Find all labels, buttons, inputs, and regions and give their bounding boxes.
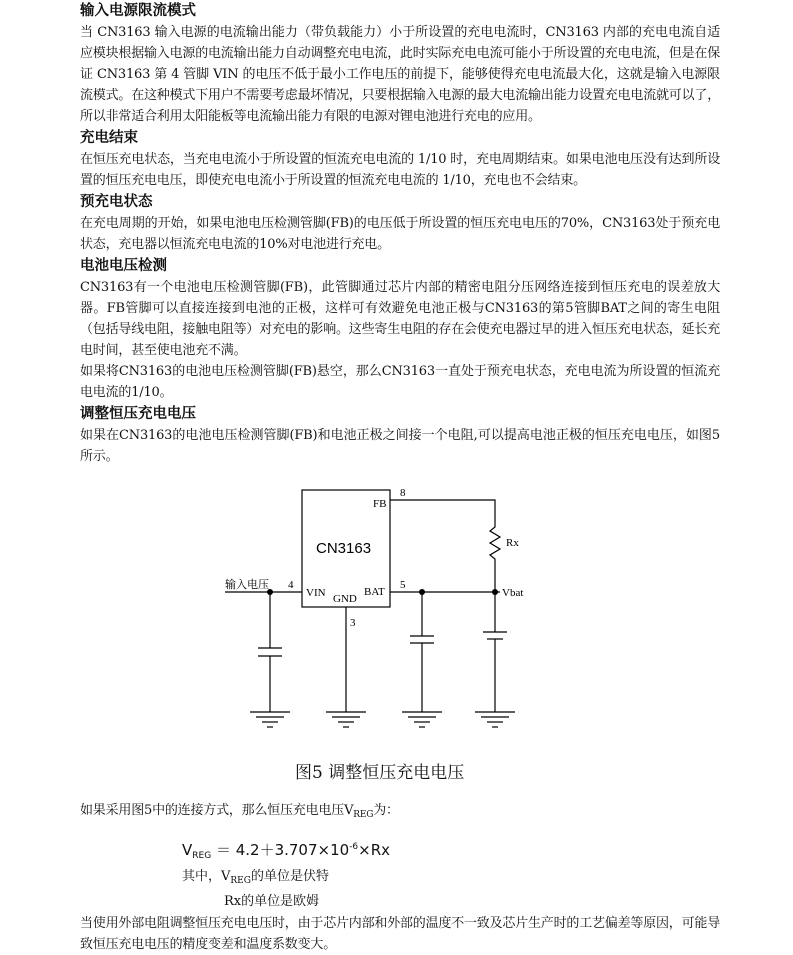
pin-vin-label: VIN (306, 587, 326, 599)
heading-battery-detect: 电池电压检测 (80, 258, 167, 274)
formula-section (80, 800, 720, 955)
heading-precharge: 预充电状态 (80, 194, 153, 210)
heading-input-limit: 输入电源限流模式 (80, 3, 196, 19)
heading-adjust-voltage: 调整恒压充电电压 (80, 406, 196, 422)
para-adjust-voltage: 如果在CN3163的电池电压检测管脚(FB)和电池正极之间接一个电阻,可以提高电池正极的恒压充电电压，如图5所示。 (80, 428, 720, 464)
pin-fb-label: FB (373, 498, 387, 510)
eq-sub: REG (192, 851, 212, 861)
formula-intro (80, 800, 720, 826)
vbat-label: Vbat (502, 587, 524, 599)
formula-intro-post: 为： (373, 803, 399, 818)
pin-gnd-number: 3 (350, 617, 356, 629)
pin-vin-number: 4 (288, 579, 294, 591)
note1-post: 的单位是伏特 (250, 869, 329, 884)
pin-fb-number: 8 (400, 487, 406, 499)
ground-symbol-3 (402, 712, 442, 727)
ground-symbol-1 (250, 712, 290, 727)
pin-bat-number: 5 (400, 579, 406, 591)
ground-symbol-4 (475, 712, 515, 727)
note1-pre: 其中，V (182, 869, 231, 884)
eq-v: V (182, 841, 193, 859)
heading-charge-end: 充电结束 (80, 130, 138, 146)
note1-sub: REG (230, 876, 251, 886)
formula-note-2: Rx的单位是欧姆 (224, 894, 320, 909)
rx-label: Rx (506, 537, 519, 549)
eq-end: ×Rx (358, 841, 391, 859)
formula-note-1 (182, 867, 720, 891)
junction-bat (419, 589, 425, 595)
para-battery-detect-1: CN3163有一个电池电压检测管脚(FB)，此管脚通过芯片内部的精密电阻分压网络连接到恒压充电的误差放大器。FB管脚可以直接连接到电池的正极，这样可有效避免电池正极与CN3163的第5管脚BAT之间的寄生电阻（包括导线电阻，接触电阻等）对充电的影响。这些寄生电阻的存在会使充电器过早的进入恒压充电状态，延长充电时间，甚至使电池充不满。 (80, 280, 721, 358)
para-precharge: 在充电周期的开始，如果电池电压检测管脚(FB)的电压低于所设置的恒压充电电压的70%，CN3163处于预充电状态，充电器以恒流充电电流的10%对电池进行充电。 (80, 216, 720, 252)
input-voltage-label: 输入电压 (225, 578, 269, 591)
chip-name: CN3163 (316, 540, 372, 557)
pin-gnd-label: GND (333, 593, 357, 605)
figure-caption: 图5 调整恒压充电电压 (295, 763, 465, 783)
para-charge-end: 在恒压充电状态，当充电电流小于所设置的恒流充电电流的 1/10 时，充电周期结束。如果电池电压没有达到所设置的恒压充电电压，即使充电电流小于所设置的恒流充电电流的 1/10，充电也不会结束。 (80, 152, 720, 188)
para-input-limit: 当 CN3163 输入电源的电流输出能力（带负载能力）小于所设置的充电电流时，CN3163 内部的充电电流自适应模块根据输入电源的电流输出能力自动调整充电电流，此时实际充电电流可能小于所设置的充电电流，但是在保证 CN3163 第 4 管脚 VIN 的电压不低于最小工作电压的前提下，能够使得充电电流最大化，这就是输入电源限流模式。在这种模式下用户不需要考虑最坏情况，只要根据输入电源的最大电流输出能力设置充电电流就可以了，所以非常适合利用太阳能板等电流输出能力有限的电源对锂电池进行充电的应用。 (80, 25, 721, 124)
formula-intro-text: 如果采用图5中的连接方式，那么恒压充电电压V (80, 803, 354, 818)
formula-equation (182, 836, 720, 867)
eq-mid: ＝ 4.2＋3.707×10 (211, 841, 350, 859)
closing-paragraph: 当使用外部电阻调整恒压充电电压时，由于芯片内部和外部的温度不一致及芯片生产时的工艺偏差等原因，可能导致恒压充电电压的精度变差和温度系数变大。 (80, 916, 721, 952)
eq-sup: -6 (349, 842, 359, 852)
para-battery-detect-2: 如果将CN3163的电池电压检测管脚(FB)悬空，那么CN3163一直处于预充电状态，充电电流为所设置的恒流充电电流的1/10。 (80, 364, 720, 400)
ground-symbol-2 (326, 712, 366, 727)
junction-vbat (492, 589, 498, 595)
formula-intro-sub: REG (353, 810, 374, 820)
pin-bat-label: BAT (364, 586, 385, 598)
